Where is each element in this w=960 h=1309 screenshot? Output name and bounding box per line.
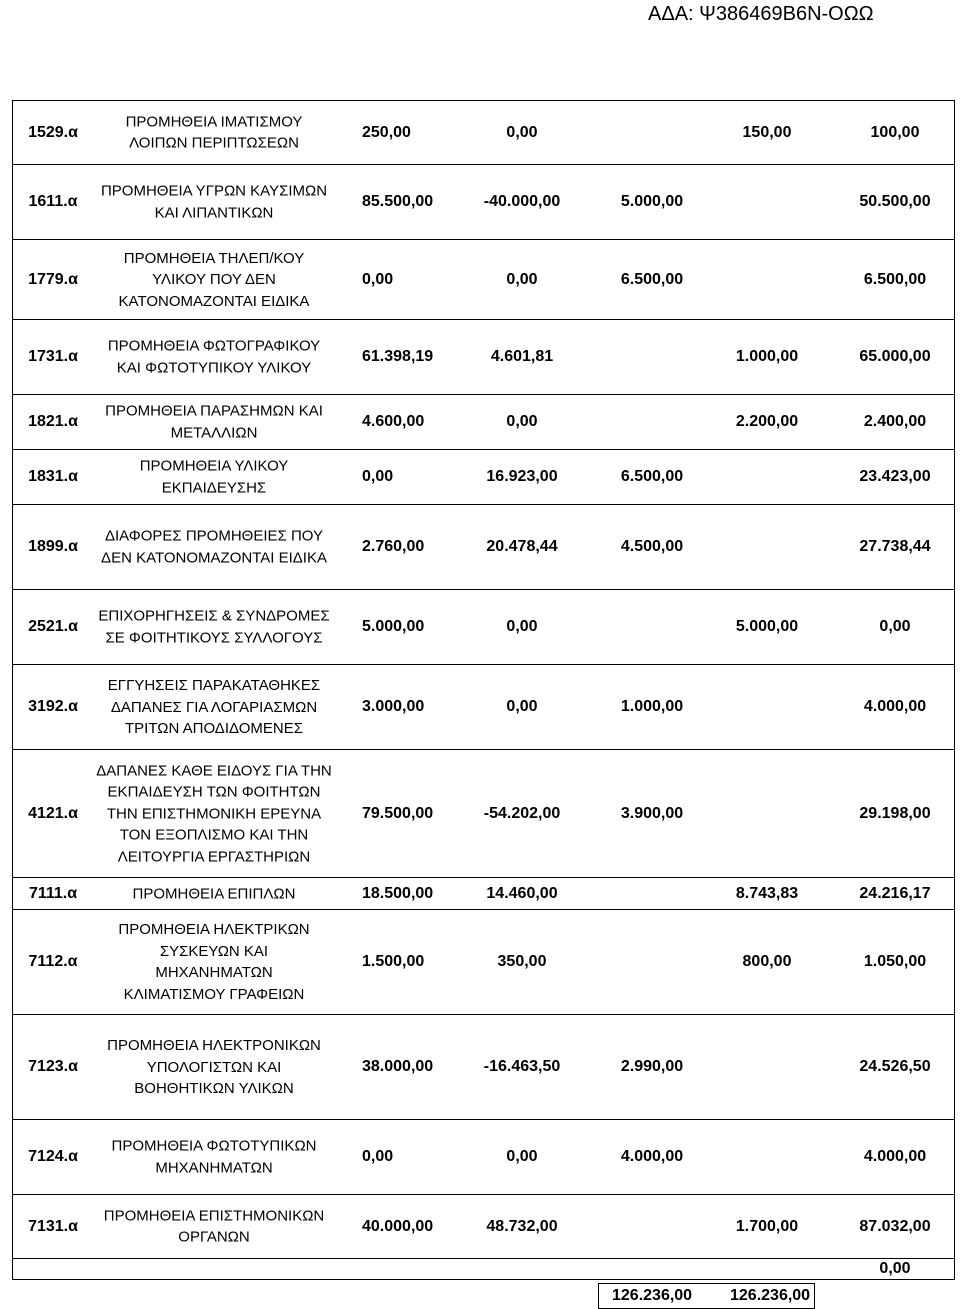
amount-column-2: 0,00 bbox=[506, 123, 538, 141]
amount-column-5: 65.000,00 bbox=[859, 348, 931, 365]
table-row bbox=[13, 450, 954, 505]
amount-column-2: -54.202,00 bbox=[483, 804, 561, 822]
amount-column-3: 4.500,00 bbox=[620, 538, 684, 555]
amount-column-5: 0,00 bbox=[879, 1260, 911, 1277]
amount-column-5: 23.423,00 bbox=[859, 468, 931, 485]
amount-column-3: 2.990,00 bbox=[620, 1058, 684, 1075]
account-code: 1529.α bbox=[28, 123, 78, 141]
amount-column-1: 38.000,00 bbox=[362, 1058, 434, 1075]
amount-column-2: 0,00 bbox=[506, 413, 538, 430]
amount-column-2: 0,00 bbox=[506, 698, 538, 715]
amount-column-1: 250,00 bbox=[362, 123, 411, 141]
table-row bbox=[13, 910, 954, 1015]
amount-column-4: 2.200,00 bbox=[735, 413, 799, 430]
amount-column-5: 0,00 bbox=[879, 618, 911, 635]
amount-column-4: 800,00 bbox=[742, 953, 792, 970]
amount-column-1: 4.600,00 bbox=[362, 413, 425, 430]
amount-column-1: 40.000,00 bbox=[362, 1217, 434, 1235]
table-row bbox=[13, 590, 954, 665]
amount-column-1: 5.000,00 bbox=[362, 618, 425, 635]
amount-column-1: 79.500,00 bbox=[362, 804, 434, 822]
account-description: ΠΡΟΜΗΘΕΙΑ ΦΩΤΟΤΥΠΙΚΩΝ ΜΗΧΑΝΗΜΑΤΩΝ bbox=[111, 1137, 317, 1176]
table-row bbox=[13, 165, 954, 240]
account-description: ΠΡΟΜΗΘΕΙΑ ΠΑΡΑΣΗΜΩΝ ΚΑΙ ΜΕΤΑΛΛΙΩΝ bbox=[105, 402, 323, 441]
table-row bbox=[13, 1259, 954, 1279]
amount-column-2: 350,00 bbox=[497, 953, 547, 970]
amount-column-4: 150,00 bbox=[742, 123, 792, 141]
table-row bbox=[13, 395, 954, 450]
amount-column-5: 4.000,00 bbox=[863, 1148, 927, 1165]
table-row bbox=[13, 505, 954, 590]
amount-column-4: 8.743,83 bbox=[735, 884, 799, 902]
amount-column-1: 0,00 bbox=[362, 1148, 394, 1165]
amount-column-5: 100,00 bbox=[870, 123, 920, 141]
budget-table bbox=[12, 100, 955, 1280]
table-row bbox=[13, 878, 954, 910]
amount-column-1: 3.000,00 bbox=[362, 698, 425, 715]
table-row bbox=[13, 101, 954, 165]
table-row bbox=[13, 1120, 954, 1195]
total-amount: 126.236,00 bbox=[730, 1287, 811, 1304]
amount-column-5: 27.738,44 bbox=[859, 538, 931, 555]
table-row bbox=[13, 665, 954, 750]
account-description: ΠΡΟΜΗΘΕΙΑ ΕΠΙΠΛΩΝ bbox=[132, 884, 296, 902]
amount-column-5: 1.050,00 bbox=[863, 953, 927, 970]
amount-column-3: 4.000,00 bbox=[620, 1148, 684, 1165]
amount-column-1: 61.398,19 bbox=[362, 348, 434, 365]
amount-column-4: 5.000,00 bbox=[735, 618, 799, 635]
account-code: 1899.α bbox=[28, 538, 78, 555]
amount-column-1: 1.500,00 bbox=[362, 953, 425, 970]
amount-column-2: 20.478,44 bbox=[486, 538, 558, 555]
account-code: 1831.α bbox=[28, 468, 78, 485]
amount-column-2: 4.601,81 bbox=[490, 348, 554, 365]
amount-column-3: 3.900,00 bbox=[620, 804, 684, 822]
amount-column-2: -16.463,50 bbox=[483, 1058, 561, 1075]
amount-column-2: 0,00 bbox=[506, 270, 538, 288]
ada-identifier: ΑΔΑ: Ψ386469Β6Ν-ΟΩΩ bbox=[648, 3, 874, 25]
amount-column-5: 29.198,00 bbox=[859, 804, 931, 822]
table-row bbox=[13, 1195, 954, 1259]
account-description: ΠΡΟΜΗΘΕΙΑ ΥΓΡΩΝ ΚΑΥΣΙΜΩΝ ΚΑΙ ΛΙΠΑΝΤΙΚΩΝ bbox=[100, 182, 328, 221]
amount-column-5: 6.500,00 bbox=[863, 270, 927, 288]
amount-column-3: 6.500,00 bbox=[620, 270, 684, 288]
amount-column-2: 48.732,00 bbox=[486, 1217, 558, 1235]
account-code: 7111.α bbox=[28, 884, 78, 902]
account-description: ΠΡΟΜΗΘΕΙΑ ΗΛΕΚΤΡΙΚΩΝ ΣΥΣΚΕΥΩΝ ΚΑΙ ΜΗΧΑΝΗΜΑΤΩΝ ΚΛΙΜΑΤΙΣΜΟΥ ΓΡΑΦΕΙΩΝ bbox=[118, 921, 310, 1003]
account-code: 3192.α bbox=[28, 698, 78, 715]
account-code: 7123.α bbox=[28, 1058, 78, 1075]
amount-column-1: 0,00 bbox=[362, 270, 394, 288]
account-description: ΕΠΙΧΟΡΗΓΗΣΕΙΣ & ΣΥΝΔΡΟΜΕΣ ΣΕ ΦΟΙΤΗΤΙΚΟΥΣ ΣΥΛΛΟΓΟΥΣ bbox=[98, 607, 330, 646]
account-description: ΠΡΟΜΗΘΕΙΑ ΙΜΑΤΙΣΜΟΥ ΛΟΙΠΩΝ ΠΕΡΙΠΤΩΣΕΩΝ bbox=[125, 113, 303, 152]
amount-column-5: 87.032,00 bbox=[859, 1217, 931, 1235]
total-amount: 126.236,00 bbox=[612, 1287, 693, 1304]
amount-column-1: 18.500,00 bbox=[362, 884, 434, 902]
account-description: ΔΙΑΦΟΡΕΣ ΠΡΟΜΗΘΕΙΕΣ ΠΟΥ ΔΕΝ ΚΑΤΟΝΟΜΑΖΟΝΤΑΙ ΕΙΔΙΚΑ bbox=[101, 527, 327, 566]
table-row bbox=[13, 750, 954, 878]
account-description: ΠΡΟΜΗΘΕΙΑ ΗΛΕΚΤΡΟΝΙΚΩΝ ΥΠΟΛΟΓΙΣΤΩΝ ΚΑΙ ΒΟΗΘΗΤΙΚΩΝ ΥΛΙΚΩΝ bbox=[107, 1036, 321, 1097]
account-description: ΠΡΟΜΗΘΕΙΑ ΦΩΤΟΓΡΑΦΙΚΟΥ ΚΑΙ ΦΩΤΟΤΥΠΙΚΟΥ ΥΛΙΚΟΥ bbox=[107, 337, 321, 376]
account-description: ΔΑΠΑΝΕΣ ΚΑΘΕ ΕΙΔΟΥΣ ΓΙΑ ΤΗΝ ΕΚΠΑΙΔΕΥΣΗ ΤΩΝ ΦΟΙΤΗΤΩΝ ΤΗΝ ΕΠΙΣΤΗΜΟΝΙΚΗ ΕΡΕΥΝΑ ΤΟΝ ΕΞΟΠΛΙΣΜΟ ΚΑΙ ΤΗΝ ΛΕΙΤΟΥΡΓΙΑ ΕΡΓΑΣΤΗΡΙΩΝ bbox=[96, 761, 332, 865]
amount-column-4: 1.700,00 bbox=[735, 1217, 799, 1235]
amount-column-5: 24.526,50 bbox=[859, 1058, 931, 1075]
table-row bbox=[13, 1015, 954, 1120]
amount-column-3: 1.000,00 bbox=[620, 698, 684, 715]
account-code: 7131.α bbox=[28, 1217, 78, 1235]
account-code: 1779.α bbox=[28, 270, 78, 288]
amount-column-2: -40.000,00 bbox=[483, 193, 561, 210]
account-code: 4121.α bbox=[28, 804, 78, 822]
table-row bbox=[13, 240, 954, 320]
amount-column-5: 2.400,00 bbox=[863, 413, 927, 430]
account-description: ΠΡΟΜΗΘΕΙΑ ΕΠΙΣΤΗΜΟΝΙΚΩΝ ΟΡΓΑΝΩΝ bbox=[103, 1207, 325, 1246]
account-code: 7112.α bbox=[28, 953, 78, 970]
amount-column-3: 5.000,00 bbox=[620, 193, 684, 210]
account-code: 1731.α bbox=[28, 348, 78, 365]
amount-column-2: 0,00 bbox=[506, 618, 538, 635]
amount-column-4: 1.000,00 bbox=[735, 348, 799, 365]
account-description: ΠΡΟΜΗΘΕΙΑ ΥΛΙΚΟΥ ΕΚΠΑΙΔΕΥΣΗΣ bbox=[139, 457, 289, 496]
totals-box bbox=[598, 1283, 815, 1309]
table-row bbox=[13, 320, 954, 395]
account-description: ΠΡΟΜΗΘΕΙΑ ΤΗΛΕΠ/ΚΟΥ ΥΛΙΚΟΥ ΠΟΥ ΔΕΝ ΚΑΤΟΝΟΜΑΖΟΝΤΑΙ ΕΙΔΙΚΑ bbox=[118, 249, 310, 310]
amount-column-3: 6.500,00 bbox=[620, 468, 684, 485]
account-code: 1821.α bbox=[28, 413, 78, 430]
account-description: ΕΓΓΥΗΣΕΙΣ ΠΑΡΑΚΑΤΑΘΗΚΕΣ ΔΑΠΑΝΕΣ ΓΙΑ ΛΟΓΑΡΙΑΣΜΩΝ ΤΡΙΤΩΝ ΑΠΟΔΙΔΟΜΕΝΕΣ bbox=[107, 676, 321, 737]
account-code: 1611.α bbox=[28, 193, 78, 210]
amount-column-1: 0,00 bbox=[362, 468, 394, 485]
amount-column-2: 16.923,00 bbox=[486, 468, 558, 485]
amount-column-2: 0,00 bbox=[506, 1148, 538, 1165]
amount-column-5: 4.000,00 bbox=[863, 698, 927, 715]
amount-column-1: 85.500,00 bbox=[362, 193, 434, 210]
amount-column-1: 2.760,00 bbox=[362, 538, 425, 555]
amount-column-2: 14.460,00 bbox=[486, 884, 558, 902]
account-code: 7124.α bbox=[28, 1148, 78, 1165]
amount-column-5: 50.500,00 bbox=[859, 193, 931, 210]
account-code: 2521.α bbox=[28, 618, 78, 635]
amount-column-5: 24.216,17 bbox=[859, 884, 931, 902]
